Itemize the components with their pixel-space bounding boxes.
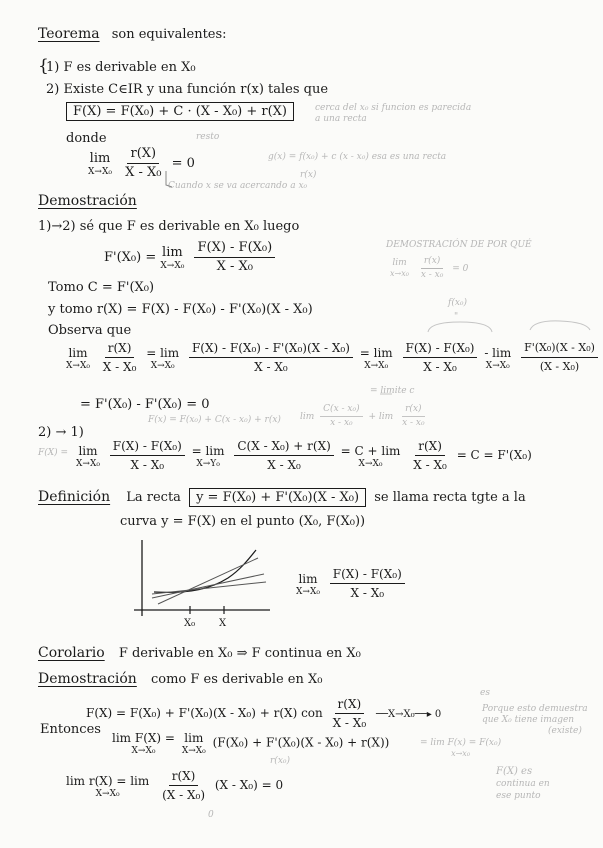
teorema-donde: donde: [66, 131, 107, 146]
note-demo-limit: lim x→x₀ $\frac{r(x)}{\text{x - x₀}}$ = 0: [390, 256, 469, 280]
note-limitec: = limite c: [370, 386, 415, 396]
reverse-equation: lim X→X₀ $\frac{\text{F(X) - F(X₀)}}{\text{X - X₀}}$ = lim X→Y₀ $\frac{\text{C(X - X₀) + r(X)}}{\text{X - X₀}}$ = C + lim X→X₀ $\frac{r(X)}{\text{X - X₀}}$ = C = F'(X₀): [76, 439, 532, 472]
derivative-definition: F'(X₀) = lim X→X₀ $\frac{\text{F(X) - F(X₀)}}{\text{X - X₀}}$: [104, 240, 278, 275]
corolario-title: Corolario: [38, 645, 105, 661]
last-equation: lim r(X) = lim X→X₀ $\frac{r(X)}{\text{(X - X₀)}}$ (X - X₀) = 0: [66, 769, 284, 802]
note-side-2: que X₀ tiene imagen: [482, 715, 575, 725]
note-under: r(x₀): [270, 756, 291, 766]
note-mid-limits: lim $\frac{\text{C(x - x₀)}}{\text{x - x₀}}$ + lim $\frac{r(x)}{\text{x - x₀}}$: [300, 404, 425, 428]
definicion-line: Definición La recta y = F(X₀) + F'(X₀)(X - X₀) se llama recta tgte a la: [38, 489, 526, 505]
teorema-item-1: 1) F es derivable en X₀: [46, 60, 196, 75]
note-last-under: 0: [208, 810, 214, 820]
demo-title: Demostración: [38, 193, 137, 209]
note-side-3: (existe): [548, 726, 582, 736]
note-side-6: ese punto: [496, 791, 541, 801]
frac-num: r(X): [127, 146, 159, 164]
note-cuando: Cuando x se va acercando a x₀: [168, 181, 308, 191]
teorema-title-rest: son equivalentes:: [111, 27, 227, 42]
entonces-equation: lim F(X) = X→X₀ lim X→X₀ (F(X₀) + F'(X₀)(X - X₀) + r(X)): [112, 731, 390, 756]
note-brace: ": [454, 312, 459, 322]
observa-result: = F'(X₀) - F'(X₀) = 0: [80, 397, 210, 412]
entonces-label: Entonces: [40, 722, 101, 737]
note-es: es: [480, 688, 490, 698]
graph-limit: lim X→X₀ $\frac{\text{F(X) - F(X₀)}}{\text{X - X₀}}$: [296, 566, 408, 601]
brace-icon: {: [38, 56, 49, 76]
corolario-equation: F(X) = F(X₀) + F'(X₀)(X - X₀) + r(X) con $\frac{r(X)}{\text{X - X₀}}$ ──X→X₀──▸ 0: [86, 697, 442, 730]
axis-x-label: X: [219, 618, 227, 629]
corolario-line: Corolario F derivable en X₀ ⇒ F continua en X₀: [38, 645, 361, 661]
note-fx-left: F(X) =: [38, 448, 69, 458]
tomo-c: Tomo C = F'(X₀): [48, 280, 155, 295]
note-demo: DEMOSTRACIÓN DE POR QUÉ: [386, 240, 532, 250]
observa-que: Observa que: [48, 323, 132, 338]
note-side-5: continua en: [496, 779, 550, 789]
frac-den: X - X₀: [125, 165, 162, 180]
note-side-4: F(X) es: [496, 766, 533, 777]
note-right-eq: = lim F(x) = F(x₀) x→x₀: [420, 738, 502, 758]
note-rx: r(x): [300, 170, 317, 180]
observa-equation: lim X→X₀ $\frac{r(X)}{\text{X - X₀}}$ = lim X→X₀ $\frac{\text{F(X) - F(X₀) - F'(X₀)(X - X₀)}}{\text{X - X₀}}$ = lim X→X₀ $\frac{\text{F(X) - F(X₀)}}{\text{X - X₀}}$ - lim X→X₀ $\frac{\text{F'(X₀)(X - X₀)}}{\text{(X - X₀)}}$: [66, 340, 601, 375]
lim-label: lim: [89, 150, 111, 166]
corolario-demo-line: Demostración como F es derivable en X₀: [38, 671, 323, 687]
note-resto: resto: [196, 132, 220, 142]
note-f-top: F(x) = F(x₀) + C(x - x₀) + r(x): [148, 415, 281, 425]
tomo-r: y tomo r(X) = F(X) - F(X₀) - F'(X₀)(X - X₀): [48, 302, 313, 317]
note-fx0: f(x₀): [448, 298, 468, 308]
definicion-line-2: curva y = F(X) en el punto (X₀, F(X₀)): [120, 514, 366, 529]
note-cerca: cerca del x₀ si funcion es parecida a una recta: [315, 103, 472, 124]
tangent-formula: y = F(X₀) + F'(X₀)(X - X₀): [189, 488, 366, 507]
tangent-graph: [132, 538, 272, 628]
demo-line-1: 1)→2) sé que F es derivable en X₀ luego: [38, 219, 300, 234]
teorema-title: Teorema: [38, 26, 100, 42]
note-g: g(x) = f(x₀) + c (x - x₀) esa es una recta: [268, 152, 447, 162]
definicion-title: Definición: [38, 489, 111, 505]
teorema-boxed-formula: F(X) = F(X₀) + C · (X - X₀) + r(X): [66, 104, 294, 120]
note-side-1: Porque esto demuestra: [482, 704, 588, 714]
axis-x0-label: X₀: [184, 618, 196, 629]
teorema-item-2: 2) Existe C∈IR y una función r(x) tales que: [46, 82, 329, 97]
equals-zero: = 0: [171, 156, 195, 171]
corolario-demo-title: Demostración: [38, 671, 137, 687]
label-2-to-1: 2) → 1): [38, 425, 84, 440]
lim-sub: X→X₀: [88, 166, 112, 177]
